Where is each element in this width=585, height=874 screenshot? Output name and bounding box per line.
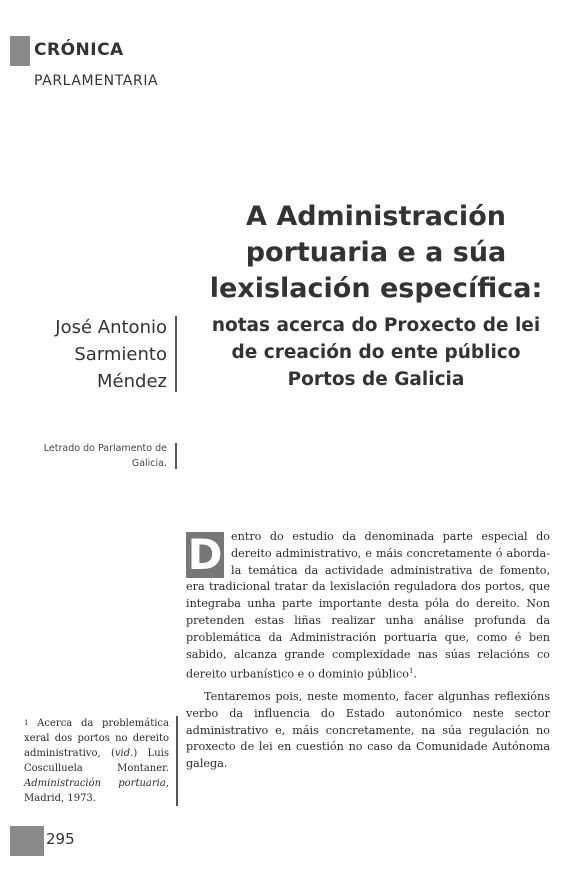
footnote-text: Acerca da problemática xeral dos portos no dereito administrativo, ( [24,718,169,759]
author-divider [175,316,177,392]
section-title: CRÓNICA [34,40,124,60]
section-marker-block [10,36,30,66]
affiliation-divider [175,443,177,469]
author-line: Méndez [97,371,167,392]
footnote-text: , Madrid, 1973. [24,778,169,804]
paragraph-text: entro do estudio da denominada parte especial do dereito administrativo, e máis concretamente ó aborda-la temática da actividade administrativa de fomento, era tradicional tratar da lexislación reguladora dos portos, que integraba unha parte importante desta póla do dereito. Non pretenden estas liñas realizar unha análise profunda da problemática da Administración portuaria que, como é ben sabido, alcanza grande complexidade nas súas relacións co dereito urbanístico e o dominio público [186,530,550,682]
drop-cap: D [187,530,223,579]
title-line: portuaria e a súa [245,237,507,268]
footnote-number: 1 [24,719,29,727]
footnote-vid: vid. [114,748,134,759]
footnote-divider [176,716,178,806]
page-marker-block [10,826,44,856]
footnote-work-title: Administración portuaria [24,778,166,789]
article-title [186,199,566,307]
page-number: 295 [46,830,75,848]
body-paragraph: Tentaremos pois, neste momento, facer algunhas reflexións verbo da influencia do Estado autonómico neste sector administrativo e, máis concretamente, na súa regulación no proxecto de lei en cuestión no caso da Comunidade Autónoma galega. [186,689,550,771]
author-line: Sarmiento [74,344,167,365]
affiliation-line: Letrado do Parlamento de [43,443,167,454]
footnote-reference: 1 [408,667,414,676]
title-line: A Administración [246,201,506,232]
title-line: lexislación específica: [209,273,543,304]
subtitle-line: Portos de Galicia [287,369,465,390]
author-affiliation [44,441,167,471]
article-subtitle [186,312,566,393]
subtitle-line: notas acerca do Proxecto de lei [211,315,541,336]
footnote [24,716,169,806]
footnote-text: ) Luis Cosculluela Montaner. [24,748,169,774]
subtitle-line: de creación do ente público [231,342,521,363]
author-line: José Antonio [55,317,167,338]
section-subtitle: PARLAMENTARIA [34,73,159,89]
body-paragraph [186,529,550,684]
author-name [55,314,167,395]
paragraph-end: . [413,668,418,682]
article-body [186,529,550,773]
affiliation-line: Galicia. [131,458,167,469]
